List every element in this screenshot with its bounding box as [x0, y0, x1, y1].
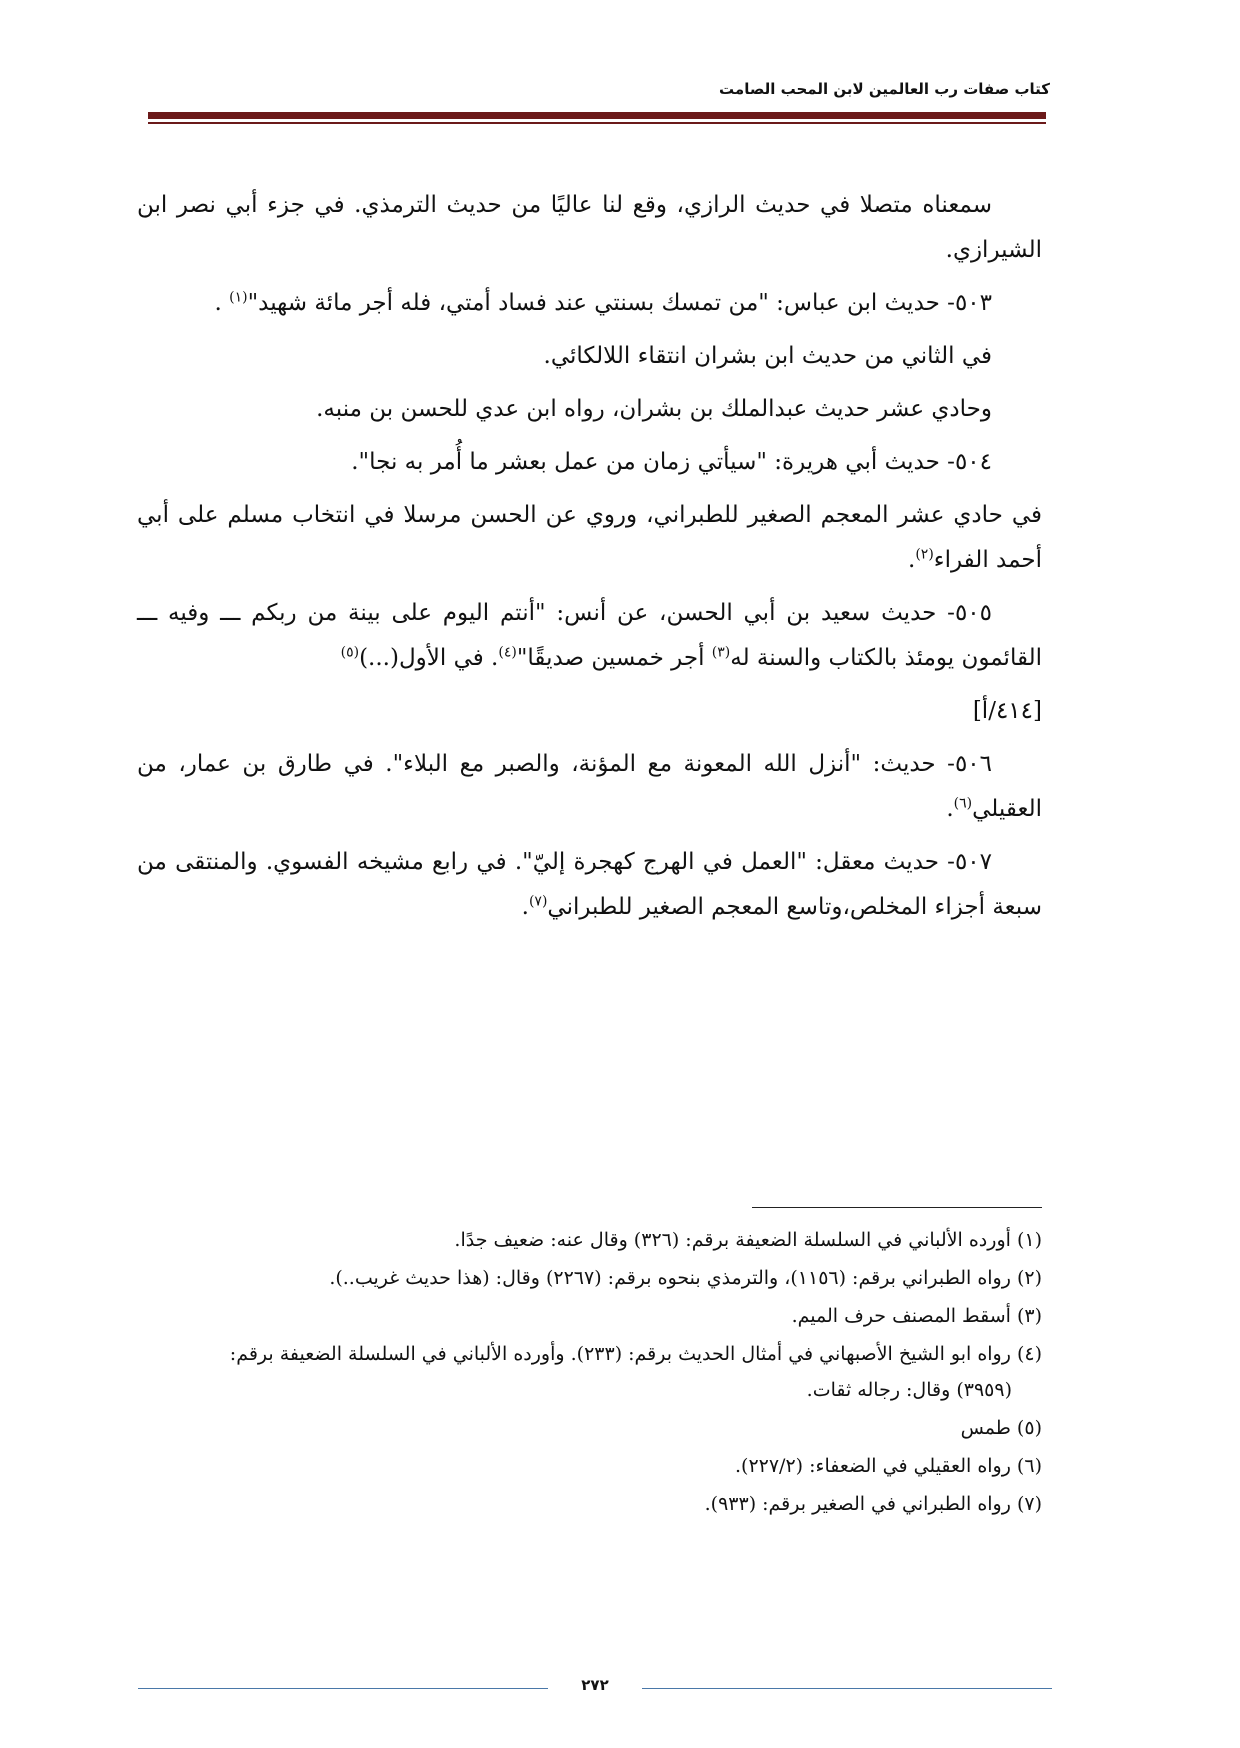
footnote-ref-3[interactable]: (٣) — [711, 644, 731, 661]
footnote-ref-6[interactable]: (٦) — [953, 795, 973, 812]
paragraph-9 — [137, 840, 1042, 930]
header-rule-thin — [148, 122, 1046, 124]
paragraph-4-text: وحادي عشر حديث عبدالملك بن بشران، رواه ابن عدي للحسن بن منبه. — [316, 396, 992, 422]
footer-rule-right — [642, 1688, 1052, 1689]
paragraph-8-tail: . — [946, 796, 954, 822]
footnote-ref-7[interactable]: (٧) — [528, 893, 548, 910]
folio-marker-text: [٤١٤/أ] — [972, 698, 1042, 724]
footnote-2: (٢) رواه الطبراني برقم: (١١٥٦)، والترمذي بنحوه برقم: (٢٢٦٧) وقال: (هذا حديث غريب..). — [329, 1267, 1042, 1289]
main-text — [137, 183, 1042, 938]
footnotes — [137, 1222, 1042, 1524]
paragraph-8-text: ٥٠٦- حديث: "أنزل الله المعونة مع المؤنة، والصبر مع البلاء". في طارق بن عمار، من العقيلي — [137, 751, 1042, 822]
paragraph-2 — [137, 281, 1042, 326]
paragraph-3 — [137, 334, 1042, 379]
footnote-4-line-2: (٣٩٥٩) وقال: رجاله ثقات. — [806, 1379, 1012, 1401]
footnote-ref-1[interactable]: (١) — [229, 289, 248, 306]
paragraph-8 — [137, 742, 1042, 832]
footnote-6: (٦) رواه العقيلي في الضعفاء: (٢٢٧/٢). — [734, 1455, 1042, 1477]
page-number: ٢٧٢ — [581, 1676, 609, 1694]
folio-marker — [137, 689, 1042, 734]
paragraph-4 — [137, 387, 1042, 432]
paragraph-7-text-b: أجر خمسين صديقًا" — [516, 645, 712, 671]
paragraph-6-text: في حادي عشر المعجم الصغير للطبراني، وروي عن الحسن مرسلا في انتخاب مسلم على أبي أحمد الفراء — [137, 502, 1042, 573]
footnote-1: (١) أورده الألباني في السلسلة الضعيفة برقم: (٣٢٦) وقال عنه: ضعيف جدًا. — [454, 1229, 1042, 1251]
footnote-separator — [752, 1207, 1042, 1208]
paragraph-7-text-c: . في الأول(...) — [359, 645, 499, 671]
paragraph-1 — [137, 183, 1042, 273]
paragraph-5-text: ٥٠٤- حديث أبي هريرة: "سيأتي زمان من عمل بعشر ما أُمر به نجا". — [351, 449, 992, 475]
paragraph-6-tail: . — [908, 547, 916, 573]
footnote-ref-2[interactable]: (٢) — [915, 546, 934, 563]
paragraph-7 — [137, 591, 1042, 681]
paragraph-1-text: سمعناه متصلا في حديث الرازي، وقع لنا عاليًا من حديث الترمذي. في جزء أبي نصر ابن الشيرازي. — [137, 192, 1042, 263]
paragraph-5 — [137, 440, 1042, 485]
footnote-3: (٣) أسقط المصنف حرف الميم. — [791, 1305, 1042, 1327]
paragraph-9-text: ٥٠٧- حديث معقل: "العمل في الهرج كهجرة إليّ". في رابع مشيخه الفسوي. والمنتقى من سبعة أجزاء المخلص،وتاسع المعجم الصغير للطبراني — [137, 849, 1042, 920]
paragraph-9-tail: . — [521, 894, 529, 920]
footnote-4 — [137, 1336, 1042, 1408]
paragraph-7-text-a: ٥٠٥- حديث سعيد بن أبي الحسن، عن أنس: "أنتم اليوم على بينة من ربكم ـــ وفيه ـــ القائمون يومئذ بالكتاب والسنة له — [137, 600, 1042, 671]
book-title: كتاب صفات رب العالمين لابن المحب الصامت — [719, 80, 1050, 98]
footnote-ref-5[interactable]: (٥) — [340, 644, 360, 661]
footnote-ref-4[interactable]: (٤) — [498, 644, 517, 661]
paragraph-3-text: في الثاني من حديث ابن بشران انتقاء اللالكائي. — [543, 343, 992, 369]
paragraph-6 — [137, 493, 1042, 583]
footnote-7: (٧) رواه الطبراني في الصغير برقم: (٩٣٣). — [704, 1493, 1042, 1515]
footer-rule-left — [138, 1688, 548, 1689]
header-rule-thick — [148, 112, 1046, 119]
paragraph-2-tail: . — [214, 290, 230, 316]
paragraph-2-text: ٥٠٣- حديث ابن عباس: "من تمسك بسنتي عند فساد أمتي، فله أجر مائة شهيد" — [247, 290, 992, 316]
footnote-4-line-1: (٤) رواه ابو الشيخ الأصبهاني في أمثال الحديث برقم: (٢٣٣). وأورده الألباني في السلسلة الضعيفة برقم: — [229, 1343, 1042, 1365]
footnote-5: (٥) طمس — [960, 1417, 1042, 1439]
